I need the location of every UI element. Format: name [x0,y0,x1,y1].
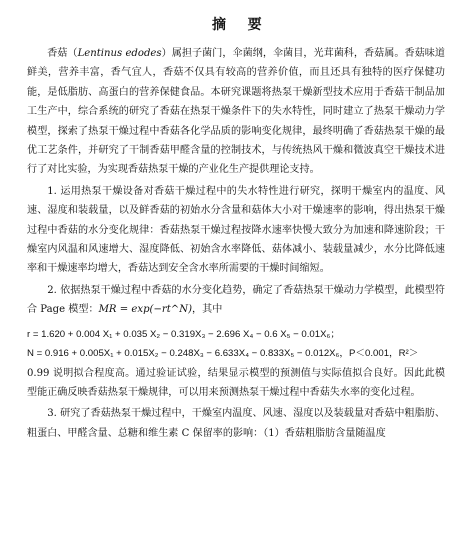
page-model-formula: MR = exp(−rt^N) [98,304,193,316]
equation-r: r = 1.620 + 0.004 X₁ + 0.035 X₂ − 0.319X₃ − 2.696 X₄ − 0.6 X₅ − 0.01X₆； [27,328,340,340]
abstract-paragraph-2-cont: 0.99 说明拟合程度高。通过验证试验，结果显示模型的预测值与实际值拟合良好。因此此模型能正确反映香菇热泵干燥规律，可以用来预测热泵干燥过程中香菇失水率的变化过程。 [27,367,445,398]
latin-name: Lentinus edodes [77,48,162,59]
intro-text-start: 香菇（ [47,48,78,59]
paragraph-2-tail: ，其中 [192,304,223,316]
abstract-paragraph-2 [27,281,445,320]
page-title: 摘 要 [211,17,271,33]
abstract-paragraph-1: 1. 运用热泵干燥设备对香菇干燥过程中的失水特性进行研究，探明干燥室内的温度、风速、湿度和装载量，以及鲜香菇的初始水分含量和菇体大小对干燥速率的影响，得出热泵干燥过程中香菇的水分变化规律：香菇热泵干燥过程按降水速率快慢大致分为加速和降速阶段；干燥室内风温和风速增大、湿度降低、初始含水率降低、菇体减小、装载量减少，水分比降低速率和干燥速率均增大，香菇达到安全含水率所需要的干燥时间缩短。 [27,185,445,275]
abstract-paragraph-intro [27,44,445,180]
equation-n: N = 0.916 + 0.005X₁ + 0.015X₂ − 0.248X₃ − 6.633X₄ − 0.833X₅ − 0.012X₆，P＜0.001，R²＞ [27,348,419,360]
paragraph-2-text: 2. 依据热泵干燥过程中香菇的水分变化趋势，确定了香菇热泵干燥动力学模型，此模型符合 Page 模型： [27,284,445,316]
abstract-paragraph-3: 3. 研究了香菇热泵干燥过程中，干燥室内温度、风速、湿度以及装载量对香菇中粗脂肪、粗蛋白、甲醛含量、总糖和维生素 C 保留率的影响：（1）香菇粗脂肪含量随温度 [27,408,445,439]
intro-text-rest: ）属担子菌门，伞菌纲，伞菌目，光茸菌科，香菇属。香菇味道鲜美，营养丰富，香气宜人，香菇不仅具有较高的营养价值，而且还具有独特的医疗保健功能，是低脂肪、高蛋白的营养保健食品。本研究课题将热泵干燥新型技术应用于香菇干制品加工生产中，综合系统的研究了香菇在热泵干燥条件下的失水特性，同时建立了热泵干燥动力学模型，探索了热泵干燥过程中香菇各化学品质的影响变化规律，最终明确了香菇热泵干燥的最优工艺条件，并研究了干制香菇甲醛含量的控制技术，与传统热风干燥和微波真空干燥技术进行了对比实验，为实现香菇热泵干燥的产业化生产提供理论支持。 [27,48,446,176]
